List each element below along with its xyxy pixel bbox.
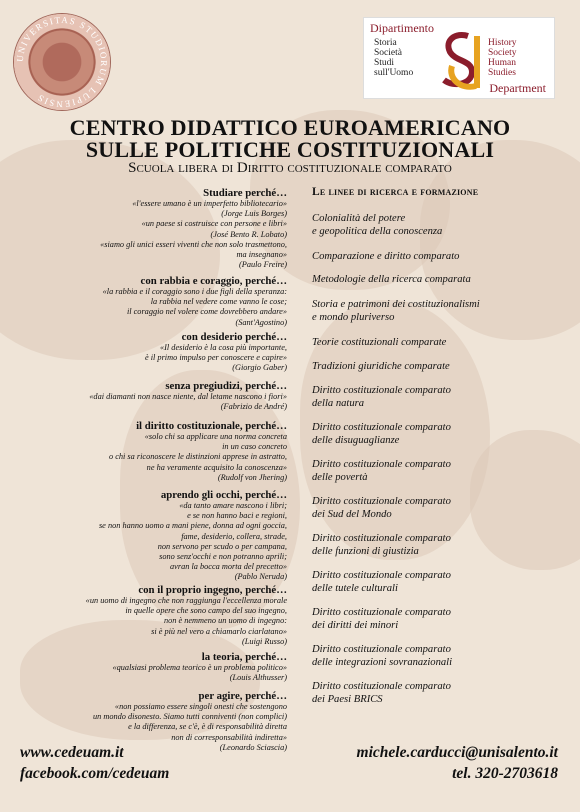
- quote-section: [60, 331, 287, 374]
- quote-section: [60, 489, 287, 583]
- quote-line: ne ha veramente acquisito la conoscenza»: [146, 462, 287, 472]
- quote-line: «qualsiasi problema teorico è un problema politico»: [112, 663, 287, 672]
- research-line-text: Colonialità del potere: [312, 213, 406, 224]
- research-line-text: Diritto costituzionale comparato: [312, 533, 451, 544]
- department-left-lines: Storia Società Studi sull'Uomo: [374, 38, 414, 78]
- website-link[interactable]: www.cedeuam.it: [20, 744, 124, 761]
- research-line-item: [312, 336, 562, 349]
- research-line-text: delle integrazioni sovranazionali: [312, 657, 453, 668]
- quote-line: è il primo impulso per conoscere e capire»: [144, 353, 287, 363]
- quote-section-title: il diritto costituzionale, perché…: [136, 420, 287, 432]
- research-line-item: [312, 458, 562, 484]
- department-mark-icon: [438, 30, 486, 94]
- quote-line: e se non hanno baci e regioni,: [187, 511, 287, 521]
- department-right-lines: History Society Human Studies: [488, 38, 517, 78]
- facebook-link[interactable]: facebook.com/cedeuam: [20, 765, 170, 782]
- research-line-text: Diritto costituzionale comparato: [312, 496, 451, 507]
- department-label: Dipartimento: [370, 21, 434, 35]
- quote-line: se non hanno uomo a mani piene, donna ad ogni goccia,: [98, 521, 287, 531]
- research-line-text: Diritto costituzionale comparato: [312, 459, 451, 470]
- research-line-text: Metodologie della ricerca comparata: [312, 274, 471, 285]
- research-line-text: e geopolitica della conoscenza: [312, 226, 443, 237]
- research-line-text: Tradizioni giuridiche comparate: [312, 361, 450, 372]
- research-lines-heading: Le linee di ricerca e formazione: [312, 186, 479, 198]
- quote-section-title: senza pregiudizi, perché…: [165, 380, 287, 392]
- quote-line: «Il desiderio è la cosa più importante,: [160, 343, 287, 352]
- quote-line: avran la bocca morta del precetto»: [170, 562, 287, 572]
- svg-text:UNIVERSITAS STUDIORUM LUPIENSI: UNIVERSITAS STUDIORUM LUPIENSIS: [14, 14, 110, 110]
- research-line-text: Diritto costituzionale comparato: [312, 607, 451, 618]
- quote-section-title: con desiderio perché…: [181, 331, 287, 343]
- research-line-text: Diritto costituzionale comparato: [312, 570, 451, 581]
- quote-line: in quelle opere che sono campo del suo ingegno,: [125, 606, 287, 616]
- research-line-item: [312, 680, 562, 706]
- research-line-item: [312, 298, 562, 324]
- quote-line: ma insegnano»: [236, 250, 287, 260]
- quote-line: la rabbia nel vedere come vanno le cose;: [150, 297, 287, 307]
- research-line-item: [312, 212, 562, 238]
- quote-line: non di corresponsabilità indiretta»: [171, 732, 287, 742]
- quote-line: «non possiamo essere singoli onesti che sostengono: [114, 702, 287, 711]
- research-line-text: Diritto costituzionale comparato: [312, 422, 451, 433]
- research-line-item: [312, 643, 562, 669]
- quote-line: in un caso concreto: [222, 442, 287, 452]
- research-line-text: delle povertà: [312, 472, 368, 483]
- quote-section-title: per agire, perché…: [198, 690, 287, 702]
- quote-line: (Pablo Neruda): [234, 572, 287, 582]
- department-logo: [364, 18, 554, 98]
- page-title-line-2: SULLE POLITICHE COSTITUZIONALI: [85, 137, 495, 162]
- research-line-item: [312, 384, 562, 410]
- page-subtitle: Scuola libera di Diritto costituzionale comparato: [128, 160, 452, 176]
- research-line-text: Diritto costituzionale comparato: [312, 681, 451, 692]
- quote-line: (Luigi Russo): [242, 636, 287, 646]
- quote-line: fame, desiderio, collera, strade,: [181, 531, 287, 541]
- quote-section: [60, 275, 287, 328]
- research-line-item: [312, 495, 562, 521]
- quote-line: «la rabbia e il coraggio sono i due figli della speranza:: [102, 287, 287, 296]
- research-line-text: Teorie costituzionali comparate: [312, 337, 447, 348]
- quote-line: si è più nel vero a chiamarlo ciarlatano»: [151, 626, 287, 636]
- quote-line: «siamo gli unici esseri viventi che non solo trasmettono,: [100, 239, 287, 249]
- research-line-item: [312, 421, 562, 447]
- quote-section-title: con rabbia e coraggio, perché…: [140, 275, 287, 287]
- department-label-en: Department: [489, 81, 546, 95]
- research-line-item: [312, 569, 562, 595]
- research-line-text: dei diritti dei minori: [312, 620, 399, 631]
- research-line-text: della natura: [312, 398, 365, 409]
- quote-line: (Jorge Luis Borges): [221, 209, 287, 219]
- quote-section-title: aprendo gli occhi, perché…: [160, 489, 287, 501]
- page-title-line-1: CENTRO DIDATTICO EUROAMERICANO: [69, 115, 511, 140]
- quote-line: (Sant'Agostino): [235, 317, 287, 327]
- research-line-item: [312, 250, 562, 263]
- research-line-item: [312, 273, 562, 286]
- quote-line: non è nemmeno un uomo di ingegno:: [163, 616, 287, 626]
- quote-line: un mondo disonesto. Siamo tutti conniventi (non complici): [92, 712, 287, 722]
- research-line-text: e mondo pluriverso: [312, 312, 395, 323]
- quote-line: e la differenza, se c'è, è di responsabilità diretta: [128, 722, 287, 732]
- quote-section: [60, 187, 287, 270]
- quote-section-title: con il proprio ingegno, perché…: [138, 584, 287, 596]
- quote-line: «da tanto amare nascono i libri;: [179, 501, 287, 510]
- research-line-item: [312, 532, 562, 558]
- quote-line: (Giorgio Gaber): [232, 363, 287, 373]
- quote-section: [60, 380, 287, 412]
- quote-section: [60, 584, 287, 647]
- research-line-text: delle funzioni di giustizia: [312, 546, 419, 557]
- research-line-item: [312, 606, 562, 632]
- quote-line: (Fabrizio de André): [220, 402, 287, 412]
- quote-line: (Rudolf von Jhering): [217, 472, 287, 482]
- quote-line: (Louis Althusser): [229, 673, 287, 683]
- quote-line: non servono per scudo o per campana,: [157, 541, 287, 551]
- email-link[interactable]: michele.carducci@unisalento.it: [356, 744, 558, 761]
- quote-line: «l'essere umano è un imperfetto bibliotecario»: [132, 199, 287, 208]
- quote-section-title: Studiare perché…: [203, 187, 287, 199]
- research-line-text: delle tutele culturali: [312, 583, 398, 594]
- research-line-text: delle disuguaglianze: [312, 435, 400, 446]
- quote-section: [60, 651, 287, 683]
- university-seal-text: [14, 14, 110, 110]
- research-line-item: [312, 360, 562, 373]
- quote-line: «un paese si costruisce con persone e libri»: [141, 219, 287, 229]
- research-line-text: Diritto costituzionale comparato: [312, 644, 451, 655]
- quote-line: (José Bento R. Lobato): [210, 229, 287, 239]
- quote-line: «un uomo di ingegno che non raggiunga l'eccellenza morale: [85, 596, 287, 605]
- phone-number: tel. 320-2703618: [452, 765, 558, 782]
- quote-line: o chi sa riconoscere le distinzioni apprese in astratto,: [109, 452, 287, 462]
- quote-line: (Leonardo Sciascia): [219, 742, 287, 752]
- quote-line: il coraggio nel volere come dovrebbero andare»: [126, 307, 287, 317]
- research-line-text: dei Paesi BRICS: [312, 694, 383, 705]
- research-line-text: Comparazione e diritto comparato: [312, 251, 460, 262]
- research-line-text: Diritto costituzionale comparato: [312, 385, 451, 396]
- quote-line: (Paulo Freire): [239, 260, 287, 270]
- quote-line: «dai diamanti non nasce niente, dal letame nascono i fiori»: [89, 392, 287, 401]
- research-line-text: Storia e patrimoni dei costituzionalismi: [312, 299, 480, 310]
- quote-section-title: la teoria, perché…: [201, 651, 287, 663]
- quote-line: «solo chi sa applicare una norma concreta: [144, 432, 287, 441]
- quote-line: sono senz'occhi e non potranno aprili;: [159, 552, 287, 562]
- research-line-text: dei Sud del Mondo: [312, 509, 392, 520]
- quote-section: [60, 420, 287, 483]
